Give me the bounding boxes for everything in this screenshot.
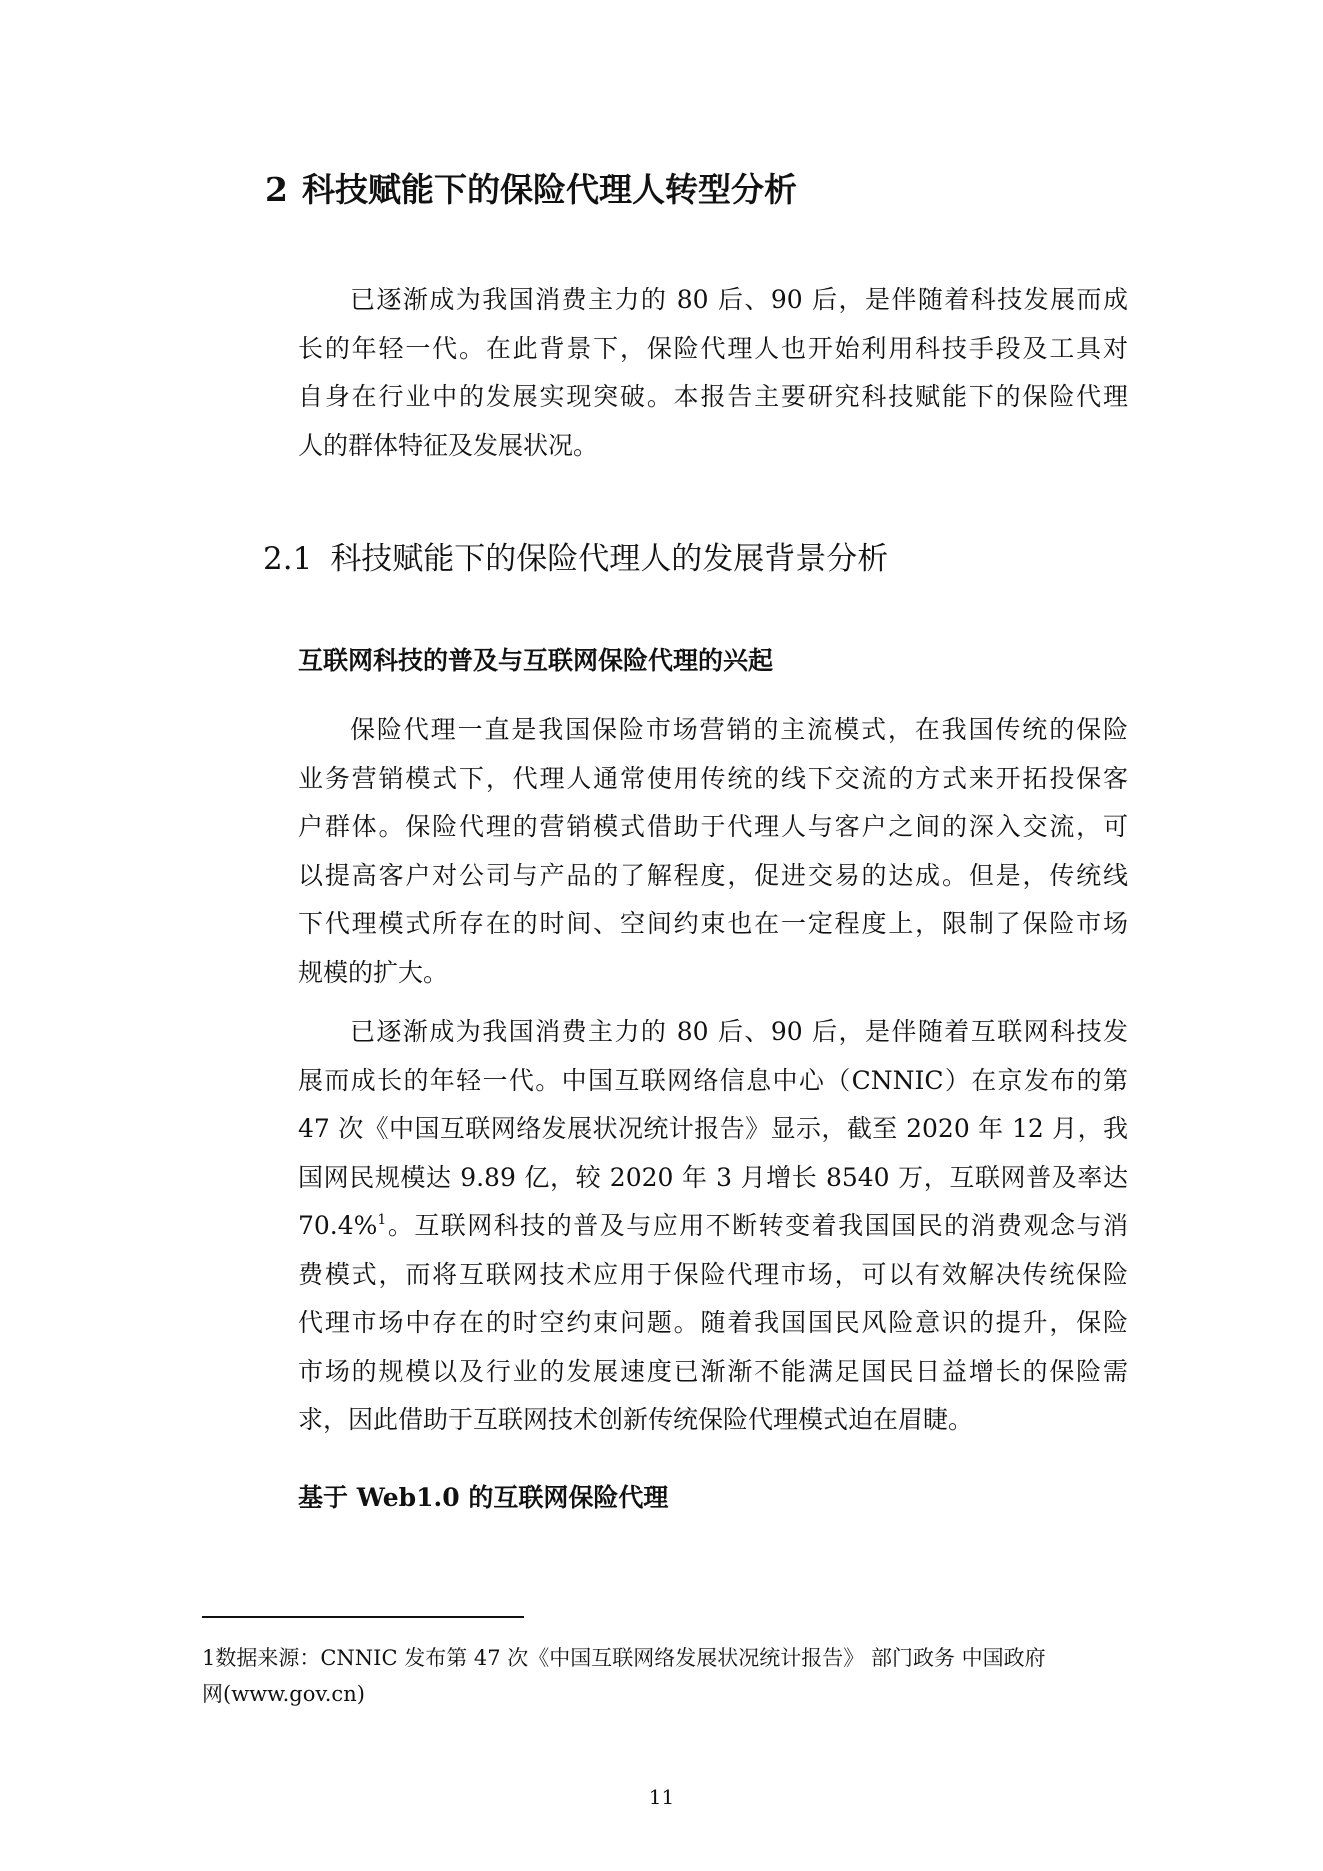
paragraph-line [298, 1202, 1128, 1251]
paragraph-line: 市场的规模以及行业的发展速度已渐渐不能满足国民日益增长的保险需 [298, 1356, 1128, 1386]
footnote-line: 1数据来源：CNNIC 发布第 47 次《中国互联网络发展状况统计报告》 部门政务 中国政府 [202, 1646, 1046, 1670]
paragraph-line: 业务营销模式下，代理人通常使用传统的线下交流的方式来开拓投保客 [298, 763, 1128, 793]
intro-line: 自身在行业中的发展实现突破。本报告主要研究科技赋能下的保险代理 [298, 382, 1128, 411]
paragraph-line: 费模式，而将互联网技术应用于保险代理市场，可以有效解决传统保险 [298, 1259, 1128, 1289]
body-paragraph [298, 1008, 1128, 1445]
paragraph-line: 保险代理一直是我国保险市场营销的主流模式，在我国传统的保险 [350, 715, 1128, 744]
paragraph-line: 47 次《中国互联网络发展状况统计报告》显示，截至 2020 年 12 月，我 [298, 1114, 1128, 1143]
intro-line: 人的群体特征及发展状况。 [298, 430, 599, 460]
footnote-divider [202, 1616, 524, 1618]
paragraph-line: 规模的扩大。 [298, 957, 449, 987]
footnote-reference[interactable]: 1 [377, 1212, 387, 1228]
paragraph-line: 以提高客户对公司与产品的了解程度，促进交易的达成。但是，传统线 [298, 860, 1128, 890]
paragraph-line: 户群体。保险代理的营销模式借助于代理人与客户之间的深入交流，可 [298, 812, 1128, 841]
footnote-line: 网(www.gov.cn) [202, 1682, 365, 1706]
subsection-heading: 互联网科技的普及与互联网保险代理的兴起 [298, 646, 774, 675]
intro-line: 已逐渐成为我国消费主力的 80 后、90 后，是伴随着科技发展而成 [350, 285, 1128, 314]
footnote [202, 1640, 1128, 1712]
chapter-title [265, 168, 797, 212]
paragraph-line-text: 。互联网科技的普及与应用不断转变着我国国民的消费观念与消 [386, 1211, 1128, 1240]
statistic-value: 70.4% [298, 1211, 378, 1240]
paragraph-line: 展而成长的年轻一代。中国互联网络信息中心（CNNIC）在京发布的第 [298, 1065, 1128, 1095]
section-title [263, 537, 888, 581]
section-title-text: 科技赋能下的保险代理人的发展背景分析 [330, 541, 889, 577]
intro-line: 长的年轻一代。在此背景下，保险代理人也开始利用科技手段及工具对 [298, 333, 1128, 363]
paragraph-line: 已逐渐成为我国消费主力的 80 后、90 后，是伴随着互联网科技发 [350, 1017, 1128, 1046]
chapter-number: 2 [265, 170, 288, 209]
page-number: 11 [648, 1785, 675, 1809]
paragraph-line: 代理市场中存在的时空约束问题。随着我国国民风险意识的提升，保险 [298, 1308, 1128, 1337]
paragraph-line: 求，因此借助于互联网技术创新传统保险代理模式迫在眉睫。 [298, 1405, 974, 1434]
paragraph-line: 下代理模式所存在的时间、空间约束也在一定程度上，限制了保险市场 [298, 909, 1128, 938]
subsection-heading: 基于 Web1.0 的互联网保险代理 [298, 1483, 669, 1512]
paragraph-line: 国网民规模达 9.89 亿，较 2020 年 3 月增长 8540 万，互联网普及率达 [298, 1162, 1128, 1192]
chapter-title-text: 科技赋能下的保险代理人转型分析 [301, 170, 797, 209]
section-number: 2.1 [263, 541, 313, 577]
body-paragraph [298, 706, 1128, 997]
intro-paragraph [298, 276, 1128, 470]
